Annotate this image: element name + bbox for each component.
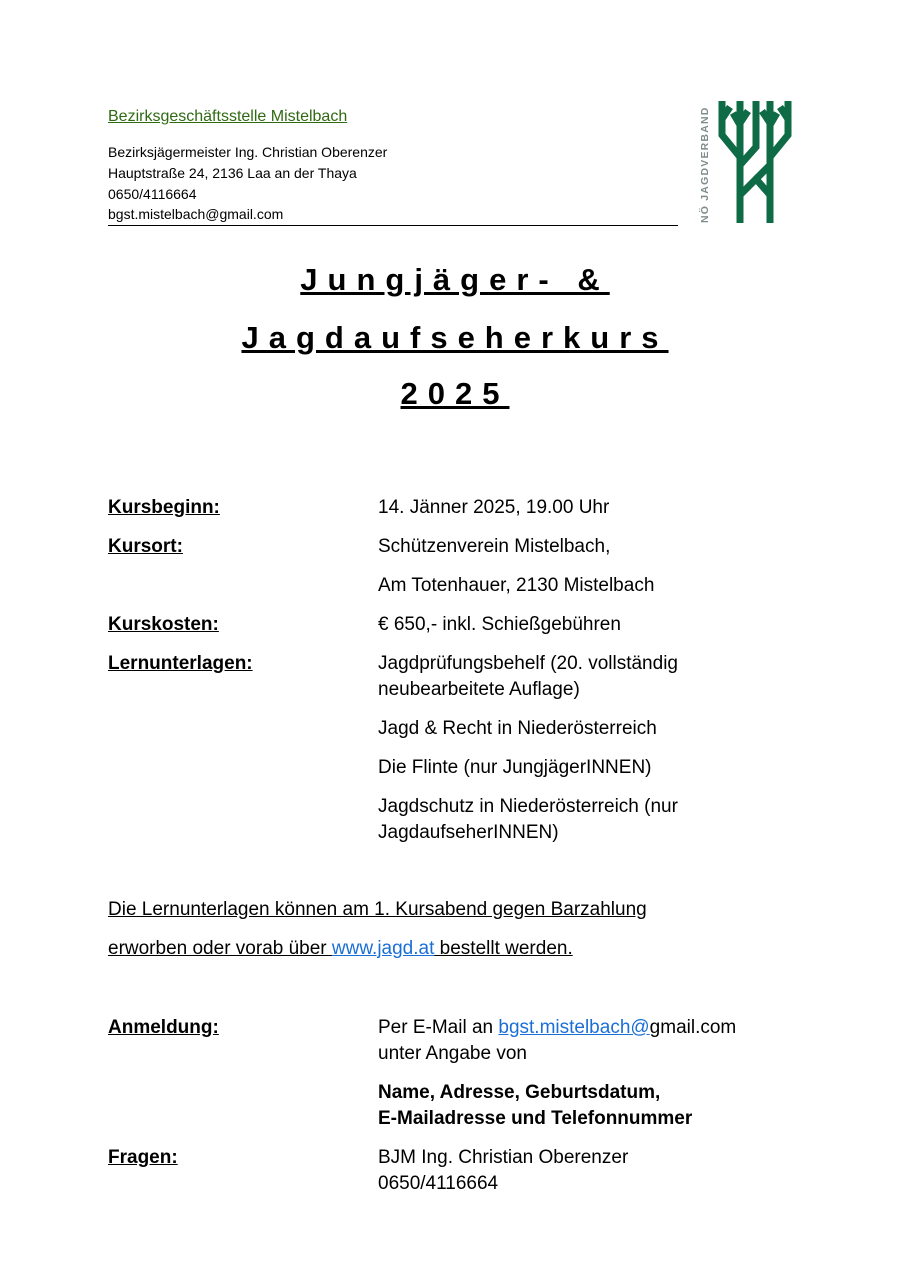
office-name: Bezirksgeschäftsstelle Mistelbach [108, 108, 348, 125]
registration-text: Per E-Mail an [378, 1017, 499, 1038]
value-kursbeginn: 14. Jänner 2025, 19.00 Uhr [378, 497, 610, 518]
header-email: bgst.mistelbach@gmail.com [108, 206, 284, 222]
header-address: Hauptstraße 24, 2136 Laa an der Thaya [108, 165, 357, 181]
material-item: Jagd & Recht in Niederösterreich [378, 718, 657, 739]
registration-required-2: E-Mailadresse und Telefonnummer [378, 1108, 693, 1129]
value-kursort-1: Schützenverein Mistelbach, [378, 536, 611, 557]
email-link[interactable]: bgst.mistelbach@ [498, 1017, 650, 1038]
note-line-1: Die Lernunterlagen können am 1. Kursabend gegen Barzahlung [108, 899, 647, 920]
registration-email-domain: gmail.com [649, 1017, 737, 1038]
label-anmeldung: Anmeldung: [108, 1017, 219, 1038]
antler-mark [722, 101, 788, 223]
title-year: 2025 [400, 376, 510, 411]
material-item: Die Flinte (nur JungjägerINNEN) [378, 757, 652, 778]
header-phone: 0650/4116664 [108, 186, 197, 202]
registration-line-2: unter Angabe von [378, 1043, 527, 1064]
registration-required-1: Name, Adresse, Geburtsdatum, [378, 1082, 661, 1103]
material-item: JagdaufseherINNEN) [378, 822, 559, 843]
jagdverband-logo [690, 95, 800, 227]
label-kursbeginn: Kursbeginn: [108, 497, 220, 518]
note-text-before: erworben oder vorab über [108, 938, 332, 959]
logo-text: NÖ JAGDVERBAND [699, 106, 711, 223]
header-contact-name: Bezirksjägermeister Ing. Christian Oberenzer [108, 144, 388, 160]
note-line-2 [108, 938, 573, 960]
questions-phone: 0650/4116664 [378, 1173, 499, 1194]
header-divider [108, 225, 678, 226]
note-text-after: bestellt werden. [434, 938, 573, 959]
jagd-link[interactable]: www.jagd.at [331, 938, 435, 959]
label-lernunterlagen: Lernunterlagen: [108, 653, 253, 674]
material-item: Jagdschutz in Niederösterreich (nur [378, 796, 678, 817]
value-kurskosten: € 650,- inkl. Schießgebühren [378, 614, 621, 635]
questions-contact: BJM Ing. Christian Oberenzer [378, 1147, 629, 1168]
title-line-1: Jungjäger- & [300, 262, 610, 297]
label-fragen: Fragen: [108, 1147, 178, 1168]
registration-line-1 [378, 1015, 736, 1041]
value-kursort-2: Am Totenhauer, 2130 Mistelbach [378, 575, 655, 596]
material-item: Jagdprüfungsbehelf (20. vollständig [378, 653, 678, 674]
material-item: neubearbeitete Auflage) [378, 679, 580, 700]
label-kurskosten: Kurskosten: [108, 614, 219, 635]
label-kursort: Kursort: [108, 536, 183, 557]
title-line-2: Jagdaufseherkurs [241, 320, 669, 355]
